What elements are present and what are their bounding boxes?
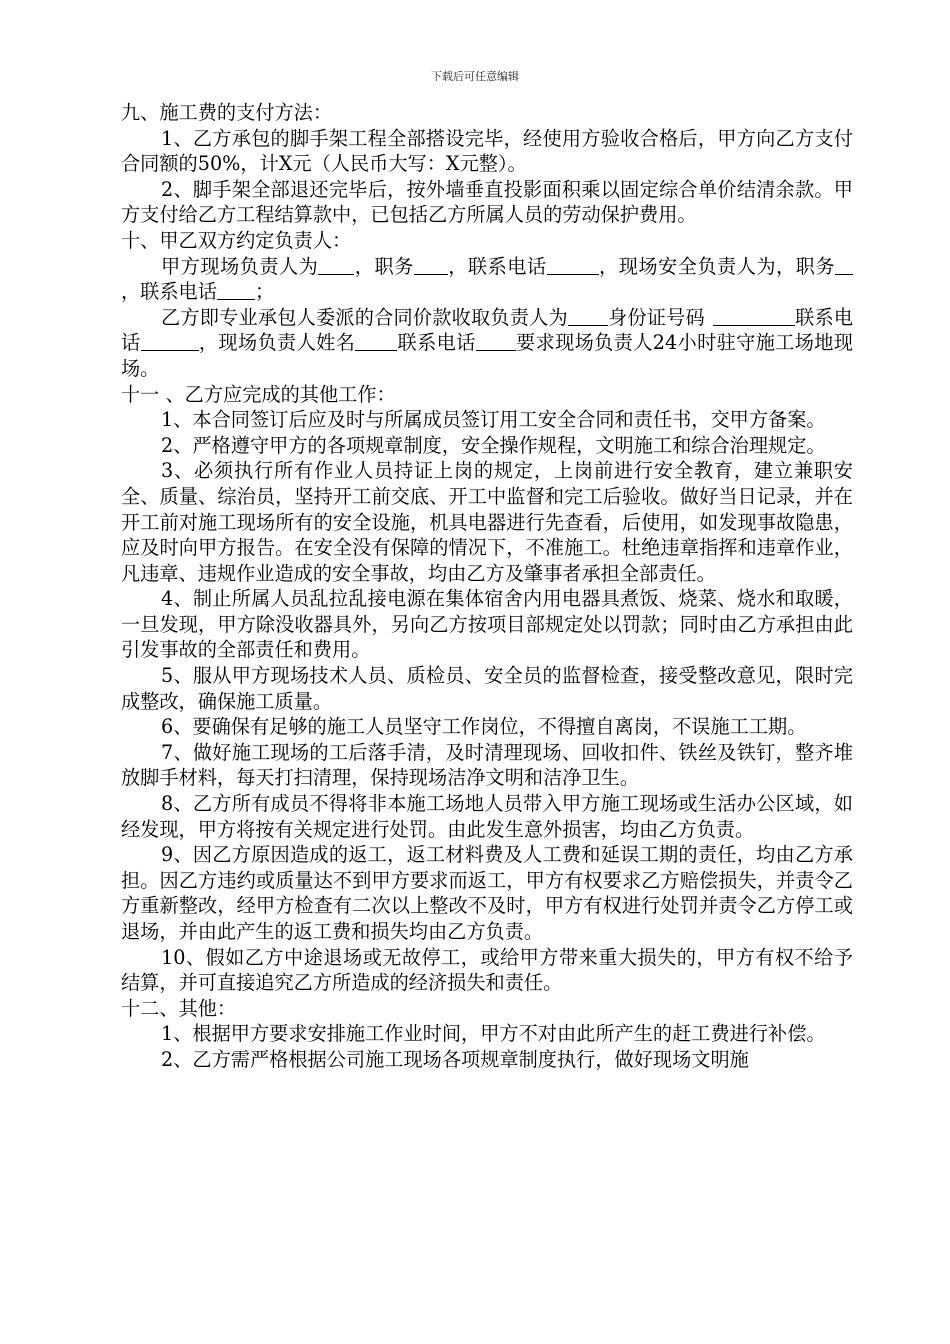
fill-blank [568, 305, 608, 326]
section-9-item-2: 2、脚手架全部退还完毕后，按外墙垂直投影面积乘以固定综合单价结清余款。甲方支付给乙方工程结算款中，已包括乙方所属人员的劳动保护费用。 [121, 177, 853, 227]
text-segment: ，职务 [354, 254, 414, 278]
section-11-item-8: 8、乙方所有成员不得将非本施工场地人员带入甲方施工现场或生活办公区域，如经发现，甲方将按有关规定进行处罚。由此发生意外损害，均由乙方负责。 [121, 792, 853, 841]
text-segment: 乙方即专业承包人委派的合同价款收取负责人为 [161, 305, 568, 329]
text-segment: ，现场安全负责人为，职务 [598, 254, 836, 278]
section-11-item-2: 2、严格遵守甲方的各项规章制度，安全操作规程，文明施工和综合治理规定。 [161, 433, 826, 457]
section-11-item-7: 7、做好施工现场的工后落手清，及时清理现场、回收扣件、铁丝及铁钉，整齐堆放脚手材料，每天打扫清理，保持现场洁净文明和洁净卫生。 [121, 740, 853, 790]
fill-blank [476, 330, 516, 351]
section-10-party-b-contacts [121, 305, 853, 382]
section-9-heading: 九、施工费的支付方法： [121, 101, 333, 124]
text-segment: 身份证号码 [607, 305, 705, 329]
fill-blank [547, 254, 599, 275]
section-11-item-3: 3、必须执行所有作业人员持证上岗的规定，上岗前进行安全教育，建立兼职安全、质量、综治员，坚持开工前交底、开工中监督和完工后验收。做好当日记录，并在开工前对施工现场所有的安全设施，机具电器进行先查看，后使用，如发现事故隐患，应及时向甲方报告。在安全没有保障的情况下，不准施工。杜绝违章指挥和违章作业，凡违章、违规作业造成的安全事故，均由乙方及肇事者承担全部责任。 [121, 459, 853, 585]
fill-blank [217, 279, 255, 300]
section-10-heading: 十、甲乙双方约定负责人： [121, 228, 352, 252]
section-11-heading: 十一 、乙方应完成的其他工作： [121, 382, 396, 406]
text-segment: 联系电话 [397, 331, 476, 355]
section-11-item-5: 5、服从甲方现场技术人员、质检员、安全员的监督检查，接受整改意见，限时完成整改，确保施工质量。 [121, 664, 853, 713]
text-segment: ，联系电话 [121, 280, 217, 304]
section-10-party-a-contacts [121, 254, 853, 305]
section-12-item-1: 1、根据甲方要求安排施工作业时间，甲方不对由此所产生的赶工费进行补偿。 [161, 1022, 826, 1046]
section-11-item-9: 9、因乙方原因造成的返工，返工材料费及人工费和延误工期的责任，均由乙方承担。因乙方违约或质量达不到甲方要求而返工，甲方有权要求乙方赔偿损失，并责令乙方重新整改，经甲方检查有二次以上整改不及时，甲方有权进行处罚并责令乙方停工或退场，并由此产生的返工费和损失均由乙方负责。 [121, 843, 853, 943]
section-11-item-1: 1、本合同签订后应及时与所属成员签订用工安全合同和责任书，交甲方备案。 [161, 408, 826, 432]
text-segment: ，现场负责人姓名 [198, 331, 356, 355]
text-segment: 甲方现场负责人为 [161, 254, 319, 278]
section-12-heading: 十二、其他： [121, 996, 237, 1020]
text-segment: 要求现场负责人24小时驻守施工场地现场。 [121, 331, 854, 380]
fill-blank [141, 330, 199, 351]
text-segment: 联系电话 [121, 305, 854, 355]
fill-blank [713, 305, 795, 326]
fill-blank [835, 254, 853, 275]
fill-blank [414, 254, 448, 275]
page-header: 下载后可任意编辑 [431, 70, 519, 83]
section-9-item-1: 1、乙方承包的脚手架工程全部搭设完毕，经使用方验收合格后，甲方向乙方支付合同额的50%，计X元（人民币大写：X元整）。 [121, 126, 853, 176]
section-12-item-2: 2、乙方需严格根据公司施工现场各项规章制度执行，做好现场文明施 [161, 1047, 749, 1071]
text-segment: ，联系电话 [447, 254, 547, 278]
section-11-item-10: 10、假如乙方中途退场或无故停工，或给甲方带来重大损失的，甲方有权不给予结算，并可直接追究乙方所造成的经济损失和责任。 [121, 945, 853, 995]
fill-blank [318, 254, 354, 275]
document-body [121, 100, 853, 1073]
section-11-item-6: 6、要确保有足够的施工人员坚守工作岗位，不得擅自离岗，不误施工工期。 [161, 715, 807, 739]
fill-blank [355, 330, 397, 351]
text-segment: ； [254, 280, 275, 304]
section-11-item-4: 4、制止所属人员乱拉乱接电源在集体宿舍内用电器具煮饭、烧菜、烧水和取暖，一旦发现，甲方除没收器具外，另向乙方按项目部规定处以罚款；同时由乙方承担由此引发事故的全部责任和费用。 [121, 587, 853, 662]
